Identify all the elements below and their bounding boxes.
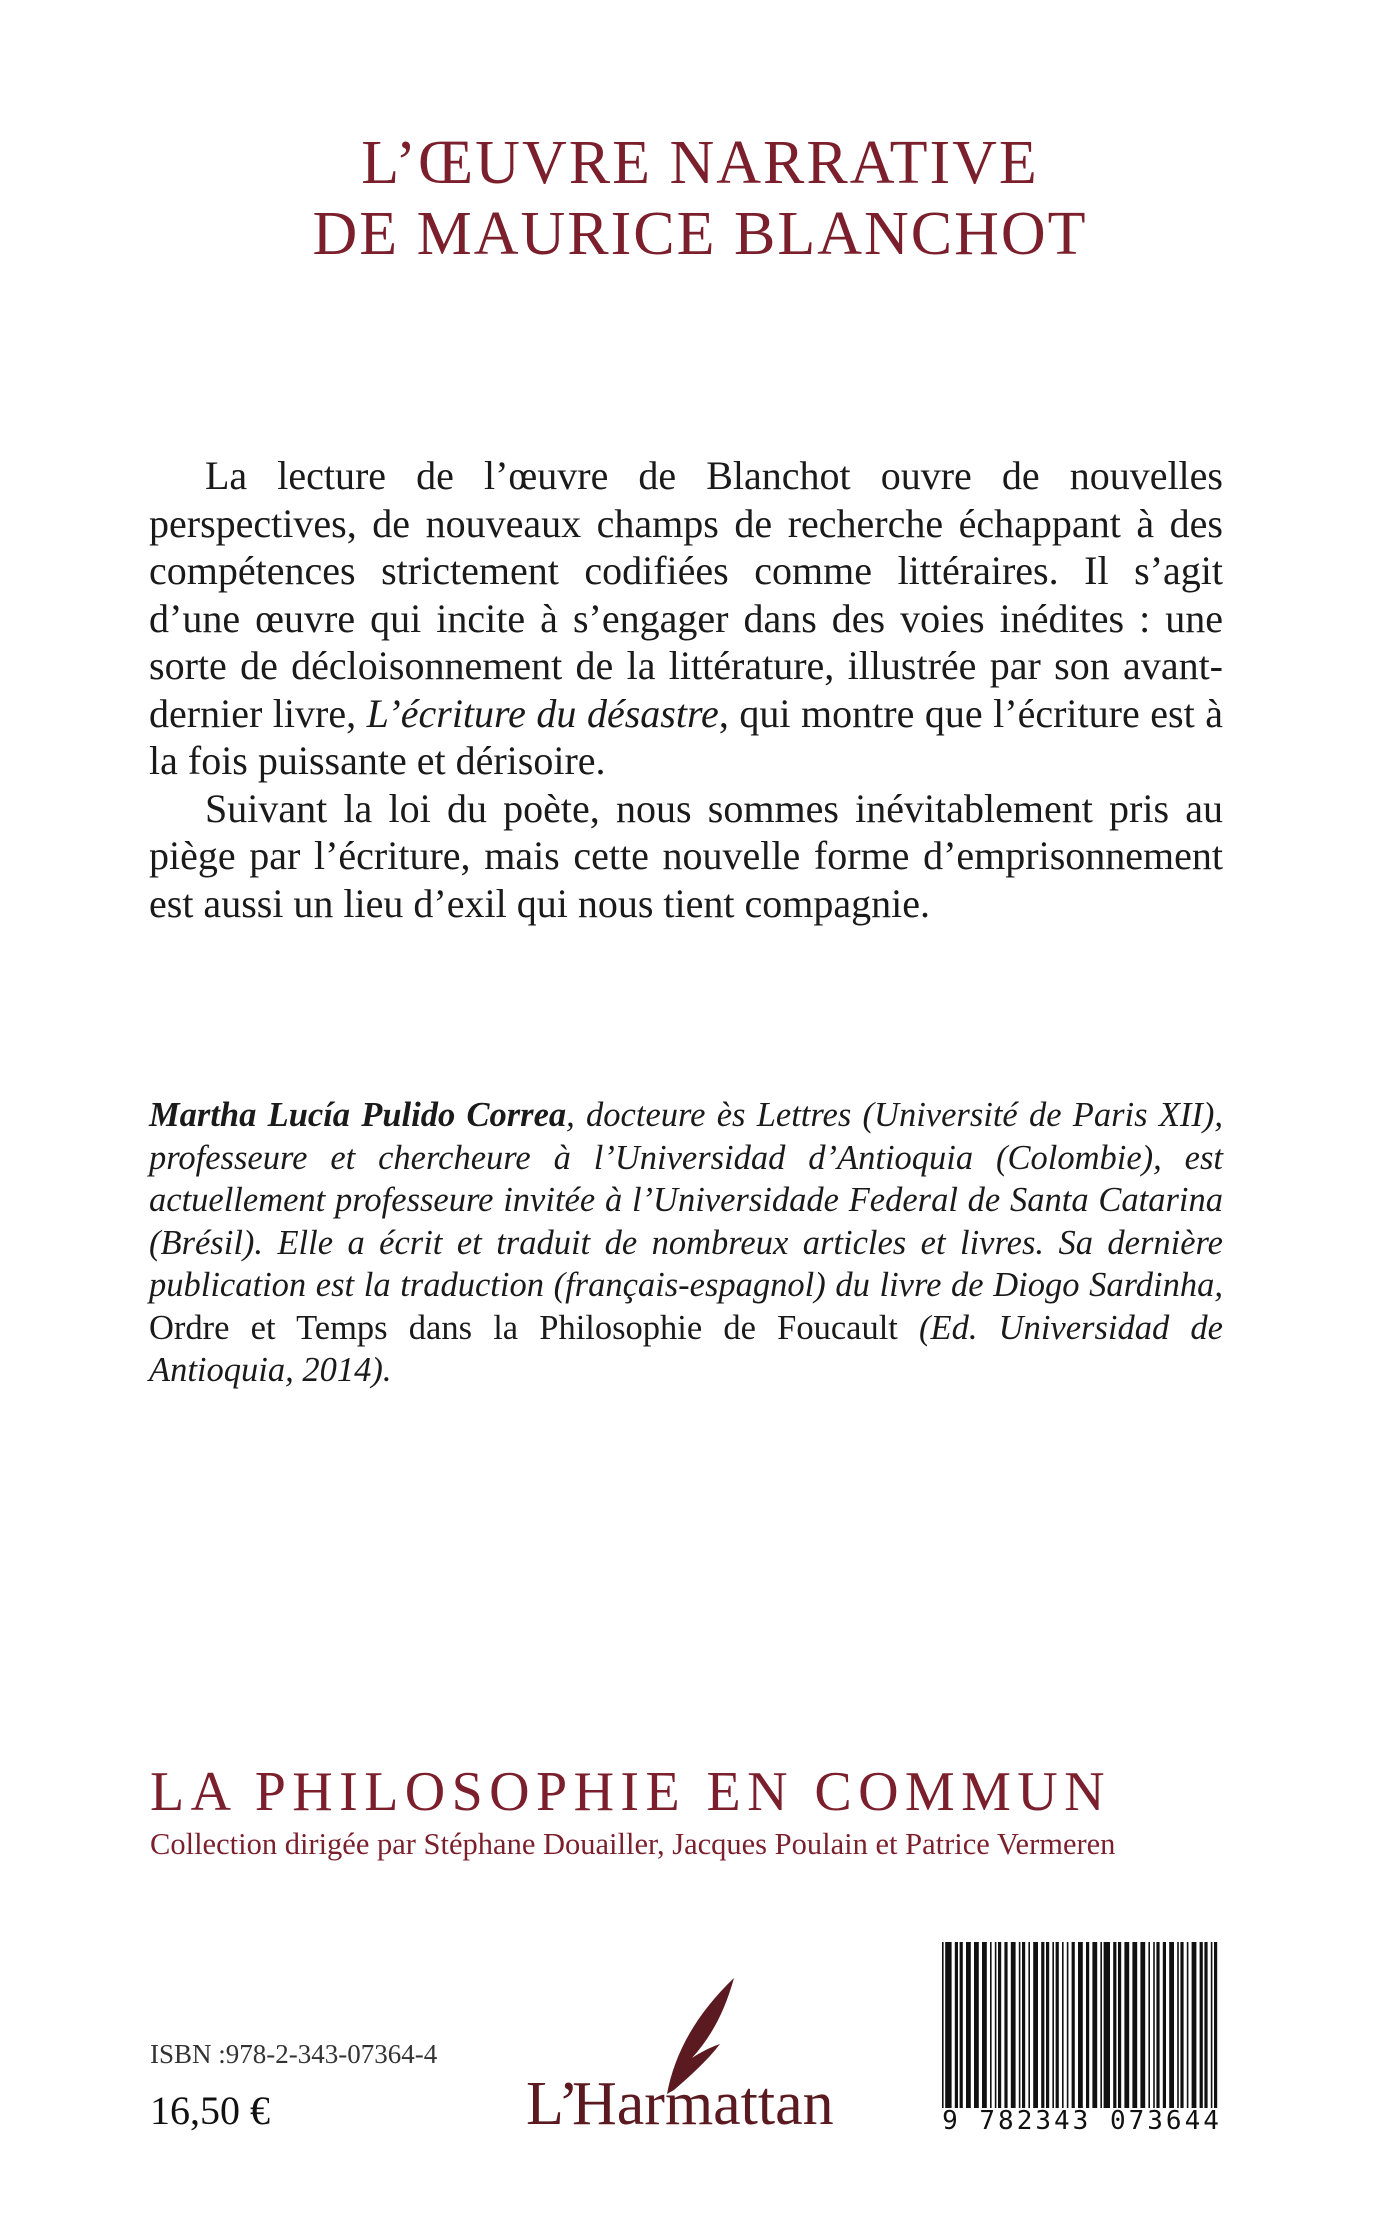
barcode-bar: [1180, 1942, 1183, 2108]
barcode-bar: [990, 1942, 992, 2108]
barcode-bar: [1169, 1942, 1174, 2108]
book-title-line-2: DE MAURICE BLANCHOT: [312, 200, 1088, 268]
isbn: ISBN :978-2-343-07364-4: [150, 2039, 438, 2069]
barcode-bar: [1124, 1942, 1129, 2108]
barcode-bar: [1033, 1942, 1038, 2108]
barcode-bar: [982, 1942, 987, 2108]
barcode-bar: [1052, 1942, 1054, 2108]
book-title-line-1: L’ŒUVRE NARRATIVE: [361, 129, 1039, 197]
barcode-bar: [1132, 1942, 1137, 2108]
barcode-bar: [1192, 1942, 1197, 2108]
barcode-bar: [1056, 1942, 1059, 2108]
price: 16,50 €: [150, 2088, 270, 2133]
barcode-bar: [1019, 1942, 1021, 2108]
barcode-bar: [1118, 1942, 1121, 2108]
blurb-paragraph-2: Suivant la loi du poète, nous sommes inévitablement pris au piège par l’écriture, mais cette nouvelle forme d’emprisonnement est aussi un lieu d’exil qui nous tient compagnie.: [149, 785, 1223, 926]
barcode-bar: [966, 1942, 971, 2108]
blurb: [149, 452, 1223, 927]
barcode-bar: [1011, 1942, 1016, 2108]
barcode-bar: [1041, 1942, 1044, 2108]
barcode-bar: [1078, 1942, 1083, 2108]
barcode-bar: [1140, 1942, 1145, 2108]
barcode-bar: [1200, 1942, 1203, 2108]
barcode-bar: [1092, 1942, 1097, 2108]
barcode-bar: [960, 1942, 963, 2108]
barcode-bar: [1187, 1942, 1189, 2108]
barcode-bar: [1046, 1942, 1049, 2108]
logo-prefix: L’: [526, 2070, 579, 2138]
blurb-p1-text-b: , qui montre que l’écriture est à la fois puissante et dérisoire.: [149, 690, 1224, 783]
series-directors: Collection dirigée par Stéphane Douailler, Jacques Poulain et Patrice Vermeren: [150, 1827, 1116, 1861]
barcode-bar: [1067, 1942, 1069, 2108]
bio-book-title: Ordre et Temps dans la Philosophie de Foucault: [149, 1308, 920, 1347]
bio-text-a: , docteure ès Lettres (Université de Paris XII), professeure et chercheure à l’Universidad d’Antioquia (Colombie), est actuellement professeure invitée à l’Universidade Federal de Santa Catarina (Brésil). Elle a écrit et traduit de nombreux articles et livres. Sa dernière publication est la traduction (français-espagnol) du livre de Diogo Sardinha,: [149, 1096, 1223, 1304]
barcode-bar: [942, 1942, 944, 2108]
blurb-p1-text-a: La lecture de l’œuvre de Blanchot ouvre de nouvelles perspectives, de nouveaux champs de recherche échappant à des compétences strictement codifiées comme littéraires. Il s’agit d’une œuvre qui incite à s’engager dans des voies inédites : une sorte de décloisonnement de la littérature, illustrée par son avant-dernier livre,: [149, 453, 1223, 736]
barcode-bar: [955, 1942, 958, 2108]
barcode-bar: [1022, 1942, 1025, 2108]
barcode-bar: [1204, 1942, 1207, 2108]
barcode-bar: [1153, 1942, 1155, 2108]
barcode-bars: [938, 1942, 1226, 2108]
author-bio: [149, 1094, 1223, 1392]
blurb-book-title: L’écriture du désastre: [366, 690, 719, 736]
barcode-bar: [1028, 1942, 1030, 2108]
publisher-logo: [524, 1966, 860, 2146]
barcode-bar: [1062, 1942, 1064, 2108]
barcode-bar: [1113, 1942, 1116, 2108]
barcode-bar: [998, 1942, 1001, 2108]
barcode-bar: [1104, 1942, 1110, 2108]
barcode-bar: [1100, 1942, 1102, 2108]
barcode-bar: [1211, 1942, 1213, 2108]
logo-name: Harmattan: [572, 2070, 834, 2138]
bio-text-b: (Ed. Universidad de Antioquia, 2014).: [149, 1308, 1223, 1389]
barcode-bar: [1072, 1942, 1075, 2108]
barcode-bar: [1214, 1942, 1217, 2108]
barcode-bar: [1004, 1942, 1007, 2108]
barcode: [938, 1942, 1226, 2146]
barcode-bar: [1148, 1942, 1150, 2108]
barcode-bar: [974, 1942, 979, 2108]
barcode-bar: [1086, 1942, 1089, 2108]
barcode-bar: [1156, 1942, 1159, 2108]
barcode-bar: [995, 1942, 997, 2108]
author-name: Martha Lucía Pulido Correa: [149, 1096, 567, 1134]
series-name: LA PHILOSOPHIE EN COMMUN: [150, 1761, 1111, 1823]
barcode-digits: 9 782343 073644: [942, 2106, 1222, 2136]
blurb-paragraph-1: [149, 452, 1223, 785]
barcode-bar: [1177, 1942, 1179, 2108]
barcode-bar: [945, 1942, 951, 2108]
barcode-bar: [1163, 1942, 1166, 2108]
